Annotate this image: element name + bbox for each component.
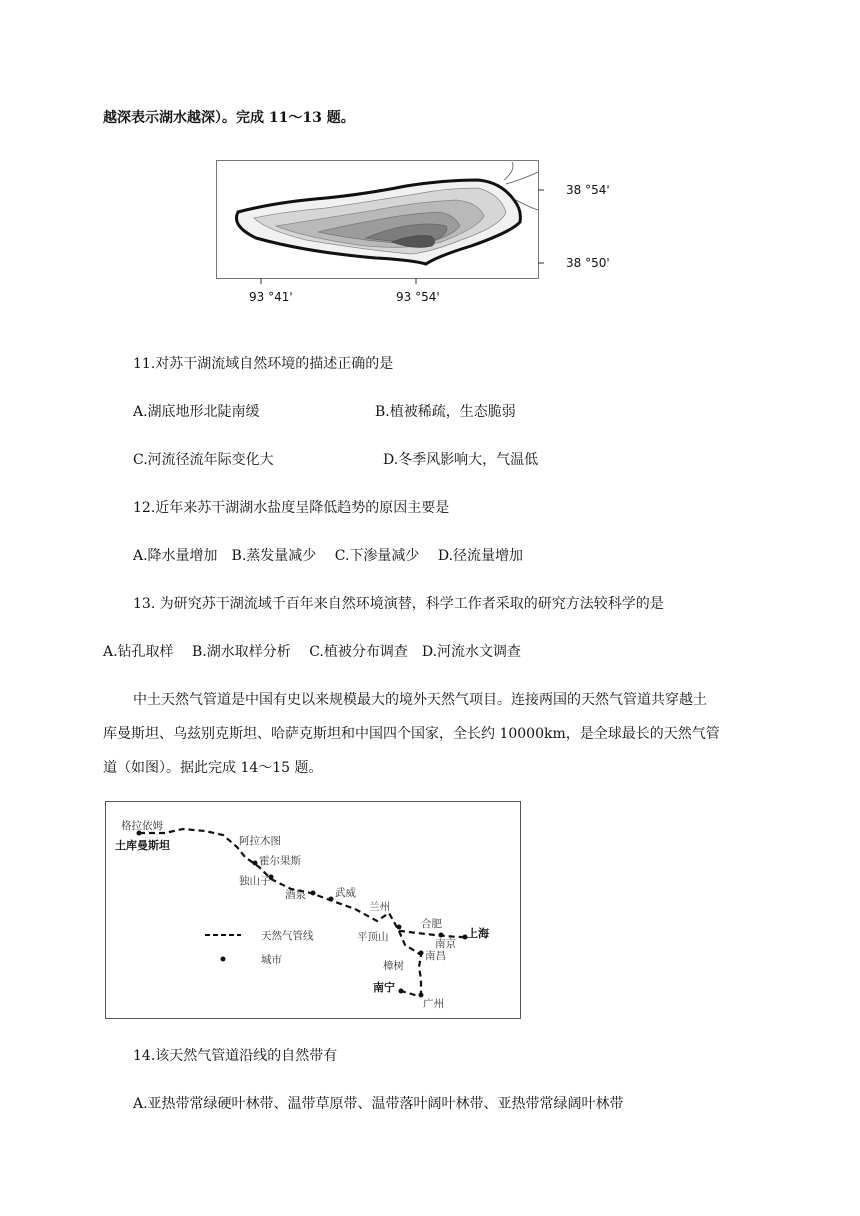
lon-left-label: 93 °41' <box>249 290 293 304</box>
label-pingdingshan: 平顶山 <box>357 931 389 943</box>
label-jiuquan: 酒泉 <box>285 889 306 901</box>
q11-option-c: C.河流径流年际变化大 <box>133 452 274 468</box>
passage-line-1: 中土天然气管道是中国有史以来规模最大的境外天然气项目。连接两国的天然气管道共穿越土 <box>133 692 707 708</box>
legend-city-dot <box>221 957 226 962</box>
city-dot-nanning <box>399 989 404 994</box>
passage-line-3: 道（如图）。据此完成 14～15 题。 <box>103 760 323 776</box>
city-dot-nanchang <box>419 951 424 956</box>
lat-bottom-label: 38 °50' <box>566 256 610 270</box>
label-dushanzi: 独山子 <box>239 875 271 887</box>
city-dot-pingdingshan <box>397 925 402 930</box>
label-shanghai: 上海 <box>467 927 489 940</box>
label-lanzhou: 兰州 <box>369 901 390 913</box>
label-huoerguosi: 霍尔果斯 <box>259 855 301 867</box>
pipeline-map <box>105 801 521 1020</box>
lake-depth-map <box>216 160 561 305</box>
lon-right-label: 93 °54' <box>396 290 440 304</box>
q11-option-d: D.冬季风影响大，气温低 <box>383 452 539 468</box>
label-zhangshu: 樟树 <box>383 960 404 972</box>
q12-stem: 12.近年来苏干湖湖水盐度呈降低趋势的原因主要是 <box>133 500 450 516</box>
q14-stem: 14.该天然气管道沿线的自然带有 <box>133 1048 338 1064</box>
label-nanchang: 南昌 <box>425 950 446 962</box>
q11-option-b: B.植被稀疏，生态脆弱 <box>375 404 516 420</box>
label-gelayiyan: 格拉依姆 <box>121 820 163 832</box>
label-nanning: 南宁 <box>373 981 395 994</box>
label-hefei: 合肥 <box>421 918 442 930</box>
q13-options: A.钻孔取样 B.湖水取样分析 C.植被分布调查 D.河流水文调查 <box>103 644 522 660</box>
passage-line-2: 库曼斯坦、乌兹别克斯坦、哈萨克斯坦和中国四个国家，全长约 10000km，是全球最长的天然气管 <box>103 726 720 742</box>
q11-option-a: A.湖底地形北陡南缓 <box>133 404 260 420</box>
legend-city-label: 城市 <box>261 954 282 966</box>
q14-option-a: A.亚热带常绿硬叶林带、温带草原带、温带落叶阔叶林带、亚热带常绿阔叶林带 <box>133 1096 624 1112</box>
intro-tail: 越深表示湖水越深）。完成 11～13 题。 <box>103 110 355 126</box>
label-nanjing: 南京 <box>435 938 456 950</box>
city-dot-nanjing <box>439 933 444 938</box>
q11-stem: 11.对苏干湖流域自然环境的描述正确的是 <box>133 356 394 372</box>
label-wuwei: 武威 <box>335 887 356 899</box>
label-turkmenistan: 土库曼斯坦 <box>115 839 170 852</box>
q13-stem: 13. 为研究苏干湖流域千百年来自然环境演替，科学工作者采取的研究方法较科学的是 <box>133 596 664 612</box>
q12-options: A.降水量增加 B.蒸发量减少 C.下渗量减少 D.径流量增加 <box>133 548 524 564</box>
city-dot-wuwei <box>329 897 334 902</box>
label-guangzhou: 广州 <box>423 998 444 1010</box>
city-dot-guangzhou <box>419 993 424 998</box>
legend-pipeline-label: 天然气管线 <box>261 930 314 942</box>
label-alashankou: 阿拉木图 <box>239 835 281 847</box>
lat-top-label: 38 °54' <box>566 183 610 197</box>
city-dot-huoerguosi <box>253 861 258 866</box>
city-dot-jiuquan <box>311 891 316 896</box>
